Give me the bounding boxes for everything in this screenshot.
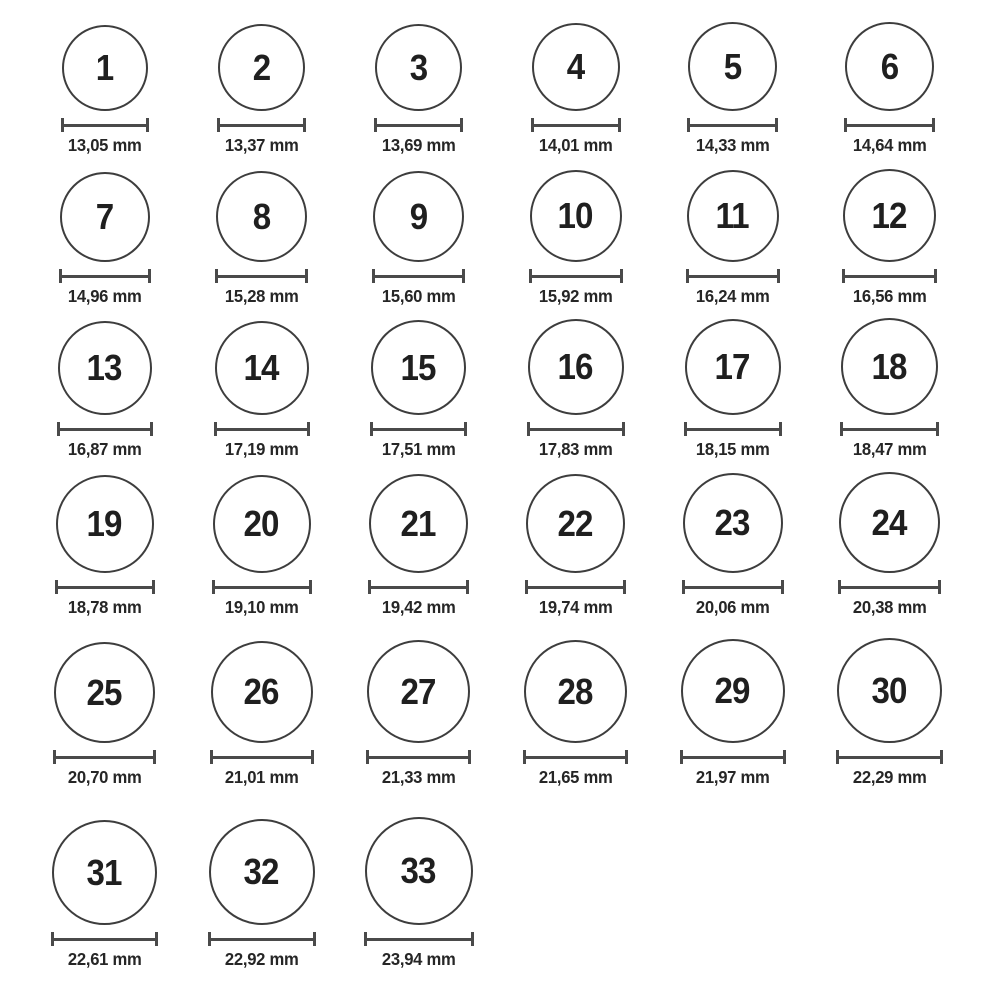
ring-circle [687, 170, 779, 262]
ring-size-item [654, 624, 811, 794]
diameter-measure-line [374, 118, 463, 132]
ring-size-item [26, 794, 183, 976]
measure-tick-right [625, 750, 628, 764]
measure-tick-right [620, 269, 623, 283]
measure-tick-right [152, 580, 155, 594]
ring-size-number: 7 [95, 196, 114, 237]
measure-tick-right [940, 750, 943, 764]
diameter-label: 14,01 mm [538, 135, 613, 155]
diameter-measure-line [51, 932, 158, 946]
ring-size-item [183, 14, 340, 162]
ring-circle [62, 25, 148, 111]
measure-tick-right [618, 118, 621, 132]
diameter-label: 16,56 mm [852, 286, 927, 306]
ring-circle [685, 319, 781, 415]
measure-bar [844, 124, 935, 127]
ring-size-item [497, 624, 654, 794]
ring-size-item [811, 313, 968, 466]
measure-bar [210, 756, 314, 759]
ring-circle [213, 475, 311, 573]
ring-size-number: 18 [871, 345, 907, 387]
measure-tick-right [468, 750, 471, 764]
diameter-label: 14,96 mm [67, 286, 142, 306]
diameter-measure-line [529, 269, 623, 283]
measure-bar [55, 586, 155, 589]
ring-size-number: 21 [400, 502, 436, 544]
diameter-label: 13,37 mm [224, 135, 299, 155]
ring-size-item [654, 466, 811, 624]
measure-bar [51, 938, 158, 941]
ring-size-number: 16 [557, 346, 593, 387]
diameter-label: 19,10 mm [224, 597, 299, 617]
measure-bar [680, 756, 786, 759]
ring-size-grid [26, 14, 1000, 976]
diameter-measure-line [684, 422, 782, 436]
ring-size-item [497, 14, 654, 162]
diameter-label: 16,24 mm [695, 286, 770, 306]
ring-circle [841, 318, 938, 415]
measure-tick-right [462, 269, 465, 283]
ring-size-number: 2 [252, 46, 271, 88]
diameter-label: 21,65 mm [538, 767, 613, 787]
measure-bar [217, 124, 306, 127]
diameter-label: 22,92 mm [224, 949, 299, 969]
ring-circle [54, 642, 155, 743]
ring-size-item [340, 466, 497, 624]
ring-circle [683, 473, 783, 573]
ring-size-number: 6 [880, 45, 899, 87]
ring-size-number: 14 [243, 347, 279, 388]
diameter-measure-line [61, 118, 149, 132]
ring-circle [369, 474, 468, 573]
diameter-label: 20,70 mm [67, 767, 142, 787]
diameter-measure-line [842, 269, 937, 283]
measure-bar [838, 586, 941, 589]
ring-circle [60, 172, 150, 262]
diameter-measure-line [366, 750, 471, 764]
measure-bar [525, 586, 626, 589]
diameter-label: 14,33 mm [695, 135, 770, 155]
measure-bar [686, 275, 780, 278]
diameter-label: 20,06 mm [695, 597, 770, 617]
ring-size-item [26, 14, 183, 162]
diameter-measure-line [682, 580, 784, 594]
diameter-label: 18,15 mm [695, 439, 770, 459]
ring-size-number: 28 [557, 670, 593, 712]
ring-circle [216, 171, 307, 262]
ring-circle [843, 169, 936, 262]
diameter-measure-line [523, 750, 628, 764]
measure-tick-right [464, 422, 467, 436]
ring-circle [688, 22, 777, 111]
measure-tick-right [148, 269, 151, 283]
diameter-measure-line [840, 422, 939, 436]
ring-size-item [340, 162, 497, 313]
ring-circle [218, 24, 305, 111]
diameter-measure-line [53, 750, 156, 764]
measure-bar [368, 586, 469, 589]
measure-tick-right [471, 932, 474, 946]
measure-bar [523, 756, 628, 759]
measure-tick-right [622, 422, 625, 436]
measure-tick-right [305, 269, 308, 283]
diameter-measure-line [55, 580, 155, 594]
measure-bar [57, 428, 153, 431]
ring-size-number: 19 [86, 503, 122, 544]
measure-tick-right [150, 422, 153, 436]
ring-circle [365, 817, 473, 925]
ring-size-number: 4 [566, 46, 585, 87]
diameter-measure-line [217, 118, 306, 132]
diameter-label: 21,33 mm [381, 767, 456, 787]
diameter-label: 22,29 mm [852, 767, 927, 787]
measure-bar [208, 938, 316, 941]
ring-circle [211, 641, 313, 743]
ring-size-item [811, 624, 968, 794]
ring-size-number: 22 [557, 502, 593, 544]
diameter-label: 23,94 mm [381, 949, 456, 969]
ring-circle [58, 321, 152, 415]
ring-size-item [497, 313, 654, 466]
ring-circle [375, 24, 462, 111]
diameter-measure-line [531, 118, 621, 132]
measure-bar [364, 938, 474, 941]
ring-size-item [26, 624, 183, 794]
measure-bar [214, 428, 310, 431]
diameter-measure-line [214, 422, 310, 436]
ring-size-number: 13 [86, 347, 122, 388]
measure-bar [836, 756, 943, 759]
ring-size-item [340, 14, 497, 162]
measure-bar [527, 428, 625, 431]
ring-circle [52, 820, 157, 925]
measure-tick-right [775, 118, 778, 132]
measure-tick-right [938, 580, 941, 594]
measure-tick-right [783, 750, 786, 764]
diameter-measure-line [215, 269, 308, 283]
measure-bar [684, 428, 782, 431]
ring-size-item [183, 162, 340, 313]
diameter-label: 14,64 mm [852, 135, 927, 155]
diameter-label: 15,60 mm [381, 286, 456, 306]
diameter-measure-line [59, 269, 151, 283]
ring-circle [371, 320, 466, 415]
diameter-label: 18,47 mm [852, 439, 927, 459]
diameter-measure-line [208, 932, 316, 946]
ring-size-number: 31 [86, 851, 122, 893]
diameter-measure-line [836, 750, 943, 764]
measure-tick-right [311, 750, 314, 764]
measure-bar [61, 124, 149, 127]
ring-circle [530, 170, 622, 262]
diameter-label: 13,69 mm [381, 135, 456, 155]
ring-size-number: 27 [400, 670, 436, 712]
ring-size-number: 33 [400, 850, 436, 891]
ring-size-item [183, 624, 340, 794]
ring-circle [56, 475, 154, 573]
ring-size-number: 17 [714, 346, 750, 387]
diameter-measure-line [838, 580, 941, 594]
ring-size-item [497, 162, 654, 313]
measure-bar [687, 124, 778, 127]
diameter-measure-line [372, 269, 465, 283]
diameter-measure-line [680, 750, 786, 764]
diameter-label: 18,78 mm [67, 597, 142, 617]
measure-bar [682, 586, 784, 589]
measure-tick-right [934, 269, 937, 283]
measure-bar [370, 428, 467, 431]
measure-tick-right [155, 932, 158, 946]
diameter-label: 15,28 mm [224, 286, 299, 306]
diameter-label: 15,92 mm [538, 286, 613, 306]
ring-size-number: 26 [243, 671, 279, 712]
measure-bar [374, 124, 463, 127]
ring-size-number: 12 [871, 194, 907, 236]
diameter-measure-line [368, 580, 469, 594]
measure-tick-right [309, 580, 312, 594]
ring-size-number: 5 [723, 45, 742, 87]
measure-bar [53, 756, 156, 759]
ring-size-item [811, 14, 968, 162]
diameter-measure-line [686, 269, 780, 283]
ring-circle [532, 23, 620, 111]
ring-size-number: 32 [243, 851, 279, 892]
diameter-measure-line [844, 118, 935, 132]
ring-size-number: 24 [871, 501, 907, 543]
measure-bar [212, 586, 312, 589]
measure-tick-right [466, 580, 469, 594]
measure-tick-right [781, 580, 784, 594]
ring-size-item [654, 313, 811, 466]
ring-circle [845, 22, 934, 111]
ring-circle [209, 819, 315, 925]
diameter-label: 21,97 mm [695, 767, 770, 787]
ring-circle [837, 638, 942, 743]
ring-size-number: 25 [86, 671, 122, 713]
measure-bar [215, 275, 308, 278]
diameter-label: 20,38 mm [852, 597, 927, 617]
ring-size-number: 29 [714, 670, 750, 711]
measure-tick-right [153, 750, 156, 764]
measure-tick-right [779, 422, 782, 436]
ring-size-item [26, 313, 183, 466]
diameter-measure-line [57, 422, 153, 436]
ring-circle [526, 474, 625, 573]
measure-bar [59, 275, 151, 278]
ring-size-number: 3 [409, 46, 428, 88]
ring-size-item [811, 162, 968, 313]
ring-circle [528, 319, 624, 415]
measure-bar [840, 428, 939, 431]
diameter-label: 19,42 mm [381, 597, 456, 617]
ring-circle [373, 171, 464, 262]
measure-tick-right [777, 269, 780, 283]
diameter-measure-line [687, 118, 778, 132]
measure-bar [842, 275, 937, 278]
ring-size-item [340, 313, 497, 466]
measure-bar [366, 756, 471, 759]
diameter-measure-line [370, 422, 467, 436]
measure-bar [529, 275, 623, 278]
ring-size-item [497, 466, 654, 624]
diameter-label: 17,19 mm [224, 439, 299, 459]
measure-tick-right [936, 422, 939, 436]
ring-size-number: 8 [252, 195, 271, 237]
measure-tick-right [313, 932, 316, 946]
ring-size-number: 20 [243, 503, 279, 544]
measure-tick-right [460, 118, 463, 132]
ring-size-item [26, 466, 183, 624]
ring-circle [215, 321, 309, 415]
ring-size-number: 30 [871, 669, 907, 711]
ring-size-number: 1 [95, 47, 114, 88]
diameter-measure-line [525, 580, 626, 594]
ring-size-number: 9 [409, 195, 428, 237]
ring-size-number: 10 [557, 195, 593, 236]
ring-size-number: 15 [400, 346, 436, 388]
ring-size-item [654, 162, 811, 313]
ring-circle [524, 640, 627, 743]
measure-tick-right [146, 118, 149, 132]
diameter-measure-line [527, 422, 625, 436]
ring-size-number: 11 [715, 195, 750, 236]
ring-circle [367, 640, 470, 743]
ring-size-number: 23 [714, 502, 750, 543]
measure-tick-right [623, 580, 626, 594]
ring-circle [839, 472, 940, 573]
diameter-label: 21,01 mm [224, 767, 299, 787]
measure-tick-right [303, 118, 306, 132]
diameter-label: 16,87 mm [67, 439, 142, 459]
diameter-measure-line [364, 932, 474, 946]
diameter-label: 19,74 mm [538, 597, 613, 617]
diameter-measure-line [212, 580, 312, 594]
diameter-label: 13,05 mm [67, 135, 142, 155]
diameter-label: 22,61 mm [67, 949, 142, 969]
diameter-label: 17,83 mm [538, 439, 613, 459]
measure-bar [531, 124, 621, 127]
measure-tick-right [932, 118, 935, 132]
ring-size-item [26, 162, 183, 313]
ring-circle [681, 639, 785, 743]
ring-size-item [183, 466, 340, 624]
measure-bar [372, 275, 465, 278]
diameter-label: 17,51 mm [381, 439, 456, 459]
diameter-measure-line [210, 750, 314, 764]
ring-size-item [183, 313, 340, 466]
ring-size-item [340, 794, 497, 976]
ring-size-item [183, 794, 340, 976]
measure-tick-right [307, 422, 310, 436]
ring-size-item [654, 14, 811, 162]
ring-size-item [340, 624, 497, 794]
ring-size-item [811, 466, 968, 624]
